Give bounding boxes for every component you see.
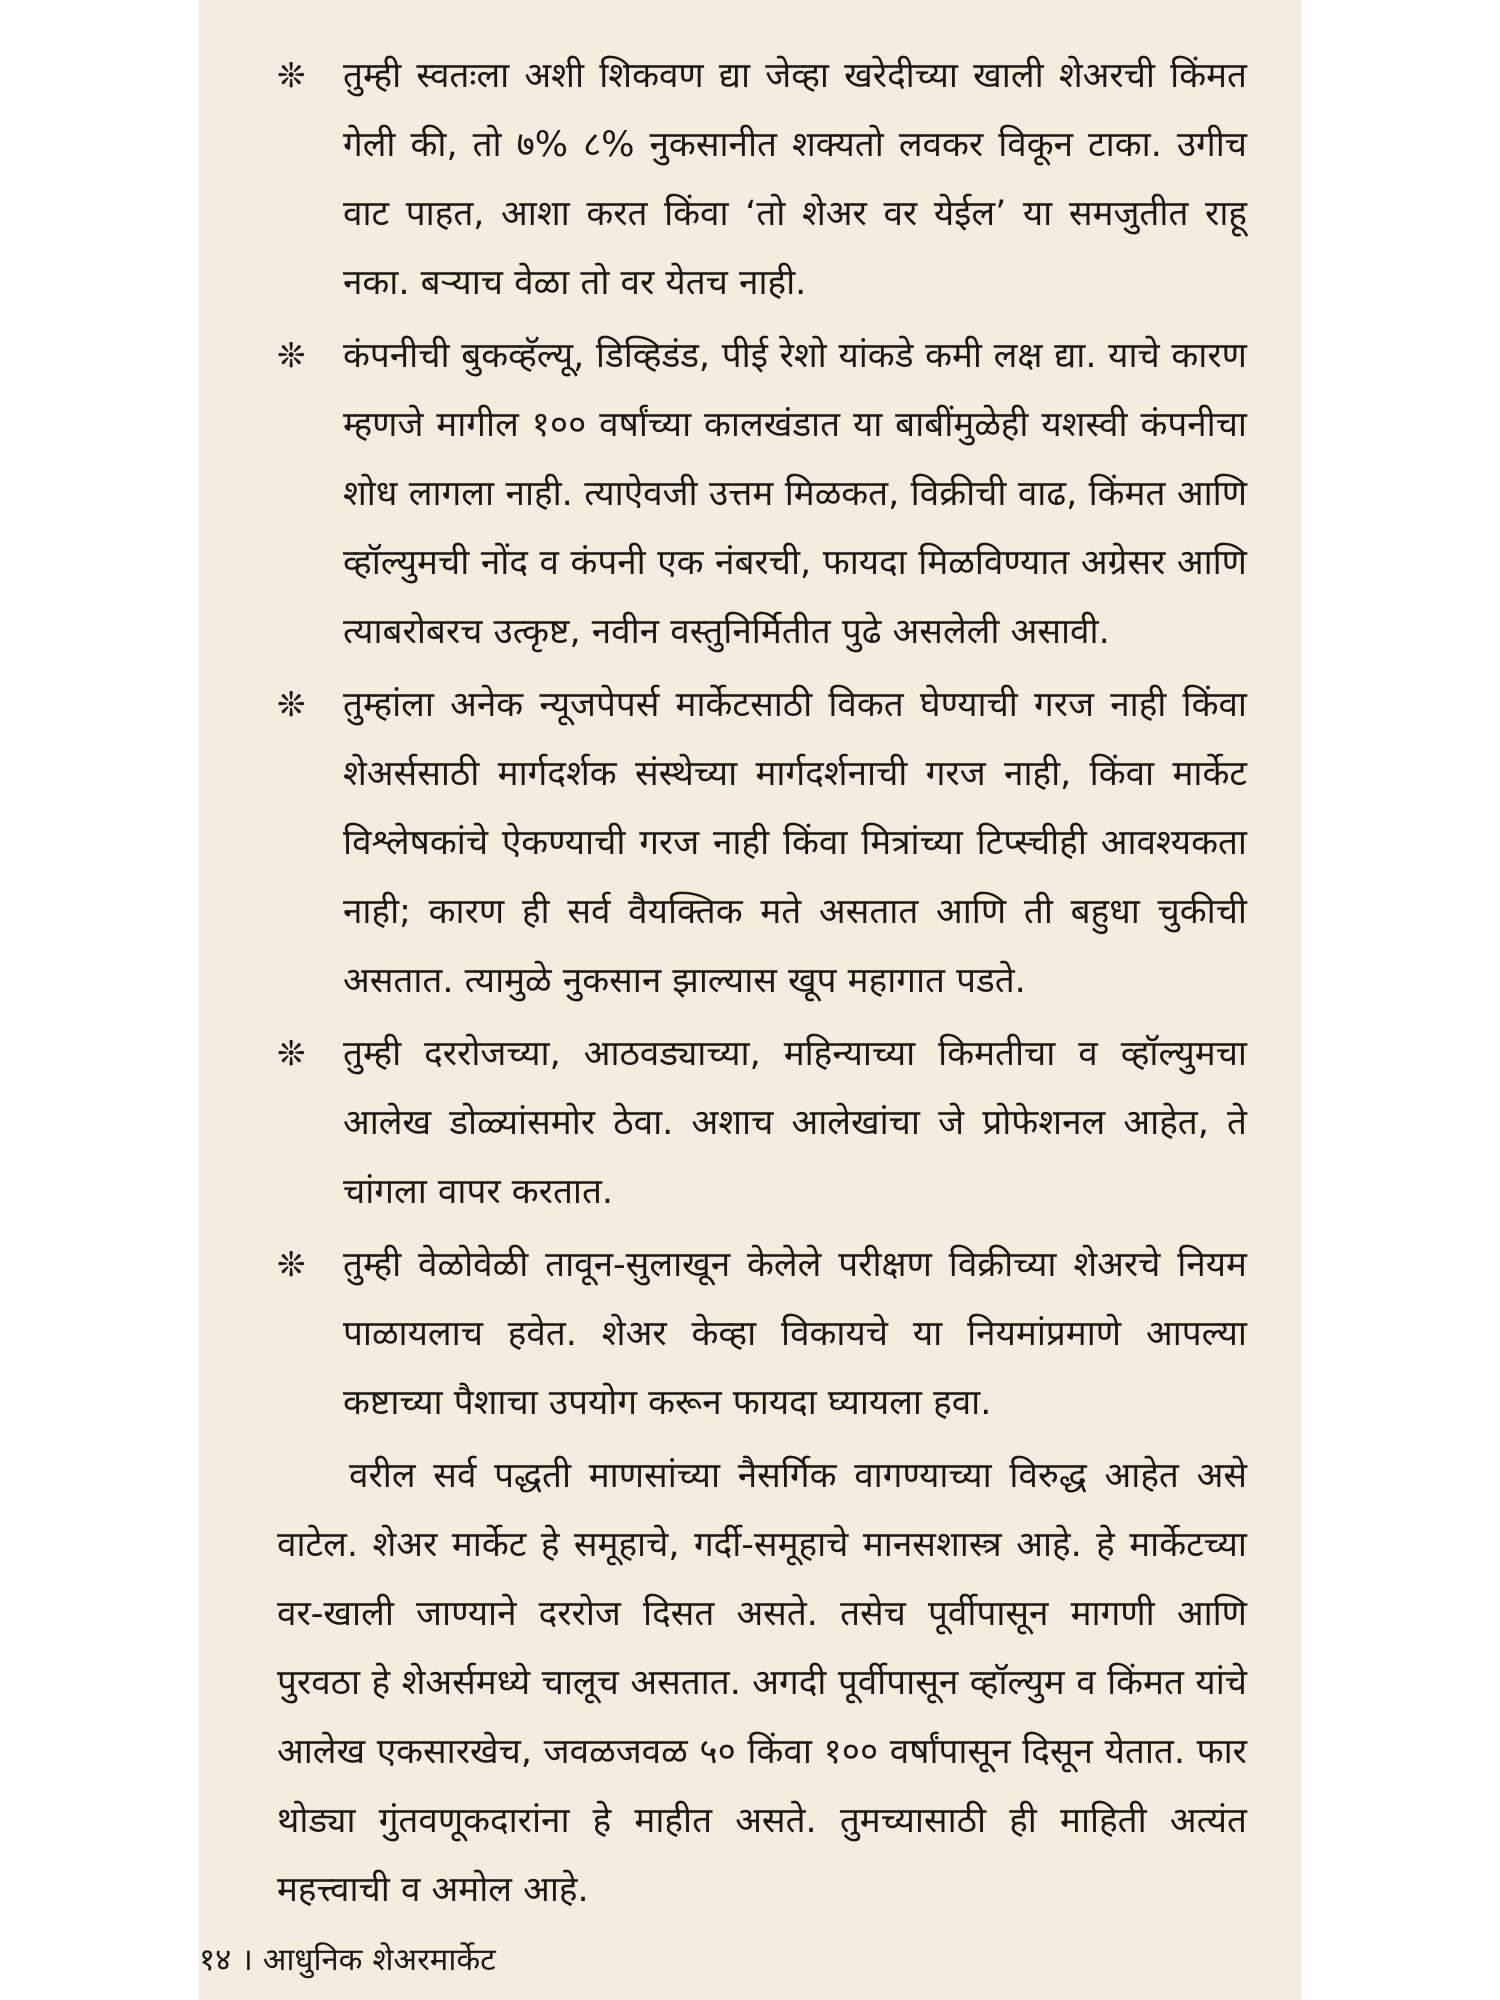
book-page [199,0,1301,2000]
bullet-text: तुम्ही वेळोवेळी तावून-सुलाखून केलेले परीक्षण विक्रीच्या शेअरचे नियम पाळायलाच हवेत. शेअर केव्हा विकायचे या नियमांप्रमाणे आपल्या कष्टाच्या पैशाचा उपयोग करून फायदा घ्यायला हवा. [343,1245,1247,1423]
bullet-text: तुम्ही स्वतःला अशी शिकवण द्या जेव्हा खरेदीच्या खाली शेअरची किंमत गेली की, तो ७% ८% नुकसानीत शक्यतो लवकर विकून टाका. उगीच वाट पाहत, आशा करत किंवा ‘तो शेअर वर येईल’ या समजुतीत राहू नका. बऱ्याच वेळा तो वर येतच नाही. [343,56,1247,303]
page-footer: १४ । आधुनिक शेअरमार्केट [199,1942,496,1978]
asterisk-bullet-icon: ❊ [277,336,306,376]
bullet-text: कंपनीची बुकव्हॅल्यू, डिव्हिडंड, पीई रेशो यांकडे कमी लक्ष द्या. याचे कारण म्हणजे मागील १०० वर्षांच्या कालखंडात या बाबींमुळेही यशस्वी कंपनीचा शोध लागला नाही. त्याऐवजी उत्तम मिळकत, विक्रीची वाढ, किंमत आणि व्हॉल्युमची नोंद व कंपनी एक नंबरची, फायदा मिळविण्यात अग्रेसर आणि त्याबरोबरच उत्कृष्ट, नवीन वस्तुनिर्मितीत पुढे असलेली असावी. [343,336,1247,652]
bullet-item [277,322,1247,667]
bullet-item [277,1020,1247,1227]
asterisk-bullet-icon: ❊ [277,685,306,725]
bullet-item [277,671,1247,1016]
bullet-text: तुम्हांला अनेक न्यूजपेपर्स मार्केटसाठी विकत घेण्याची गरज नाही किंवा शेअर्ससाठी मार्गदर्शक संस्थेच्या मार्गदर्शनाची गरज नाही, किंवा मार्केट विश्लेषकांचे ऐकण्याची गरज नाही किंवा मित्रांच्या टिप्स्चीही आवश्यकता नाही; कारण ही सर्व वैयक्तिक मते असतात आणि ती बहुधा चुकीची असतात. त्यामुळे नुकसान झाल्यास खूप महागात पडते. [343,685,1247,1001]
bullet-text: तुम्ही दररोजच्या, आठवड्याच्या, महिन्याच्या किमतीचा व व्हॉल्युमचा आलेख डोळ्यांसमोर ठेवा. अशाच आलेखांचा जे प्रोफेशनल आहेत, ते चांगला वापर करतात. [343,1034,1247,1212]
bullet-item [277,1231,1247,1438]
asterisk-bullet-icon: ❊ [277,1245,306,1285]
bullet-item [277,42,1247,318]
asterisk-bullet-icon: ❊ [277,56,306,96]
asterisk-bullet-icon: ❊ [277,1034,306,1074]
page-content [277,42,1247,1925]
closing-paragraph: वरील सर्व पद्धती माणसांच्या नैसर्गिक वागण्याच्या विरुद्ध आहेत असे वाटेल. शेअर मार्केट हे समूहाचे, गर्दी-समूहाचे मानसशास्त्र आहे. हे मार्केटच्या वर-खाली जाण्याने दररोज दिसत असते. तसेच पूर्वीपासून मागणी आणि पुरवठा हे शेअर्समध्ये चालूच असतात. अगदी पूर्वीपासून व्हॉल्युम व किंमत यांचे आलेख एकसारखेच, जवळजवळ ५० किंवा १०० वर्षांपासून दिसून येतात. फार थोड्या गुंतवणूकदारांना हे माहीत असते. तुमच्यासाठी ही माहिती अत्यंत महत्त्वाची व अमोल आहे. [277,1456,1247,1910]
